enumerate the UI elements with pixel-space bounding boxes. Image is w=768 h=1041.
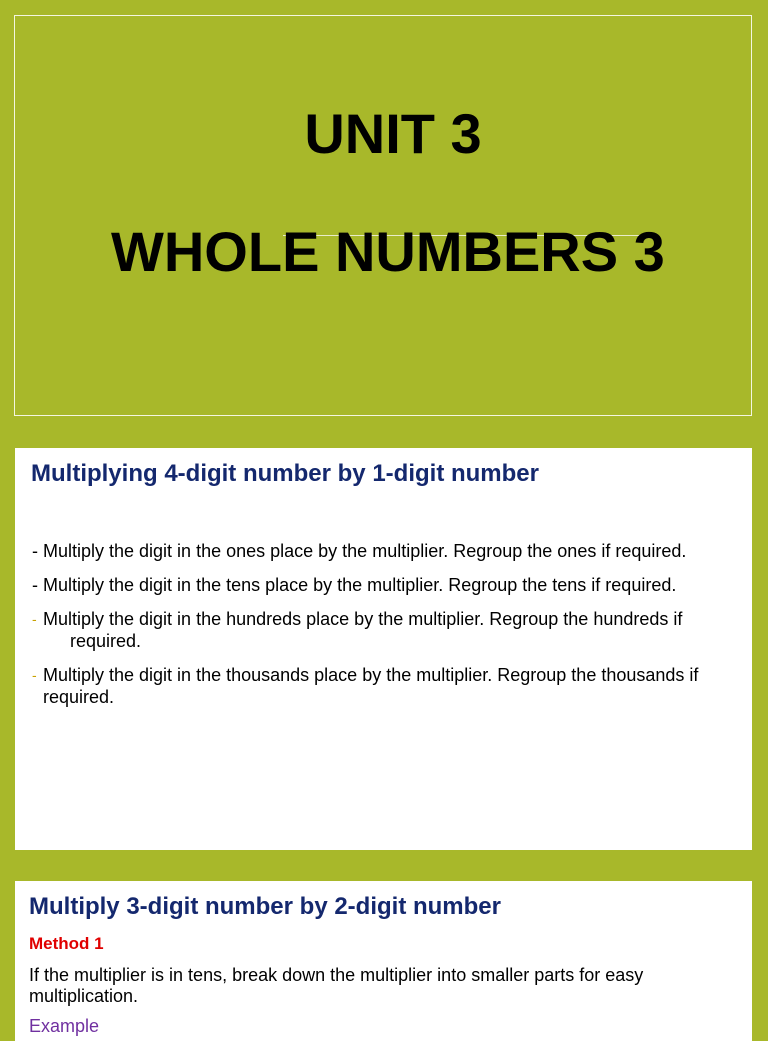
bullet-marker: - bbox=[32, 575, 38, 595]
method-description: If the multiplier is in tens, break down the multiplier into smaller parts for easy multiplication. bbox=[29, 965, 644, 1006]
slide-heading: Multiplying 4-digit number by 1-digit number bbox=[31, 460, 539, 487]
method-label: Method 1 bbox=[29, 934, 104, 953]
list-item bbox=[32, 608, 744, 652]
bullet-text: Multiply the digit in the ones place by the multiplier. Regroup the ones if required. bbox=[43, 541, 687, 561]
unit-title: UNIT 3 bbox=[304, 102, 482, 165]
bullet-text: Multiply the digit in the thousands place by the multiplier. Regroup the thousands if required. bbox=[43, 665, 699, 707]
title-slide bbox=[14, 15, 752, 416]
slide-multiplying-4-digit bbox=[15, 448, 752, 850]
slide-multiply-3-digit bbox=[15, 881, 752, 1041]
list-item bbox=[32, 574, 744, 596]
bullet-continuation: required. bbox=[70, 631, 142, 651]
bullet-list bbox=[32, 540, 744, 720]
bullet-text: Multiply the digit in the tens place by the multiplier. Regroup the tens if required. bbox=[43, 575, 677, 595]
list-item bbox=[32, 664, 744, 708]
topic-title: WHOLE NUMBERS 3 bbox=[111, 220, 665, 283]
list-item bbox=[32, 540, 744, 562]
bullet-marker: - bbox=[32, 611, 37, 627]
example-label: Example bbox=[29, 1016, 100, 1036]
slide-heading: Multiply 3-digit number by 2-digit number bbox=[29, 893, 501, 920]
bullet-marker: - bbox=[32, 667, 37, 683]
bullet-text: Multiply the digit in the hundreds place by the multiplier. Regroup the hundreds if bbox=[43, 609, 683, 629]
bullet-marker: - bbox=[32, 541, 38, 561]
